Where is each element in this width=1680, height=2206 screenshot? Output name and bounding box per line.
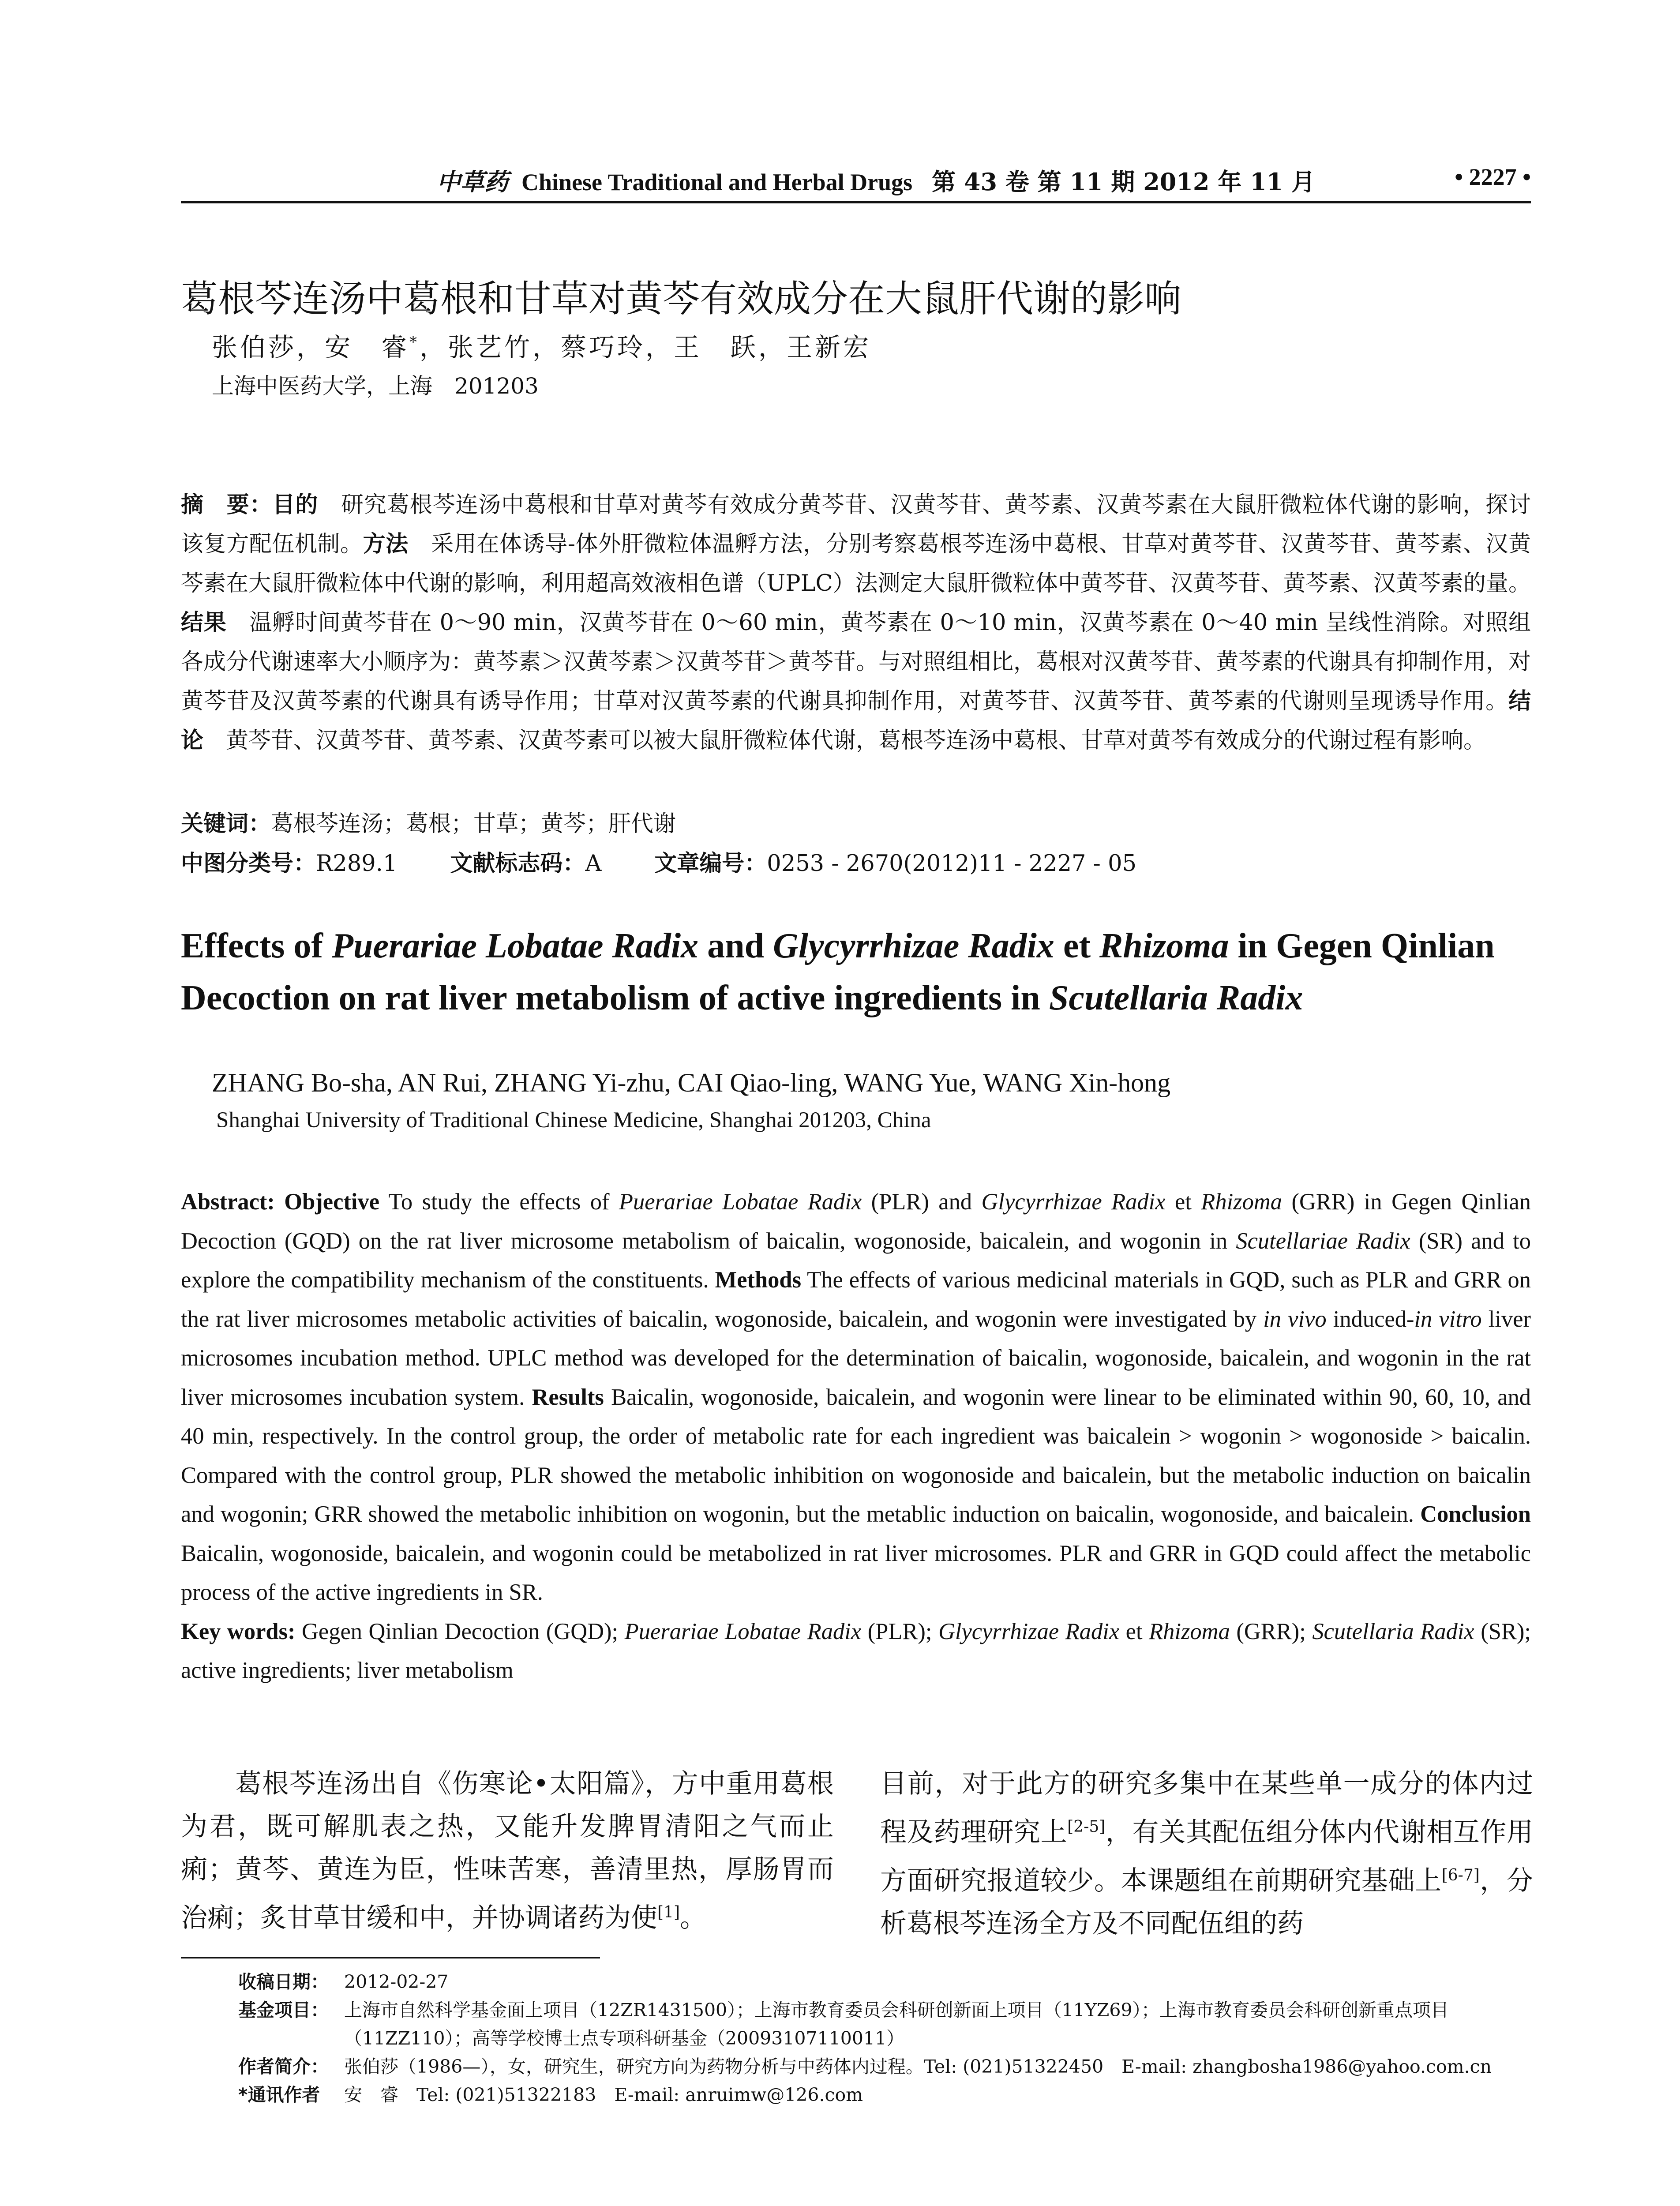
- keywords-en-text: Puerariae Lobatae Radix: [624, 1618, 862, 1644]
- keywords-en-text: Glycyrrhizae Radix: [938, 1618, 1120, 1644]
- footnote-author: [238, 2052, 1531, 2081]
- abstract-en-text: Glycyrrhizae Radix: [981, 1189, 1166, 1215]
- abstract-en-text: (GRR) in Gegen Qinlian Decoction (GQD) on the rat liver microsome metabolism of baicalin, wogonoside, baicalein, and wogonin in: [181, 1189, 1531, 1254]
- article-id-label: 文章编号：: [654, 851, 767, 877]
- methods-label-cn: 方法: [363, 531, 409, 557]
- affiliation-en: Shanghai University of Traditional Chinese Medicine, Shanghai 201203, China: [216, 1108, 931, 1133]
- title-en-part: et: [1054, 927, 1100, 965]
- footnote-corresponding: [238, 2081, 1531, 2109]
- keywords-cn-text: 葛根芩连汤；葛根；甘草；黄芩；肝代谢: [271, 811, 676, 837]
- keywords-en-text: (GRR);: [1230, 1618, 1312, 1644]
- abstract-en-text: Baicalin, wogonoside, baicalein, and wogonin were linear to be eliminated within 90, 60, 10, and 40 min, respectively. In the control group, the order of metabolic rate for each ingredient was baicalein > wogonin > wogonoside > baicalin. Compared with the control group, PLR showed the metabolic inhibition on wogonoside and baicalein, but the metabolic induction on baicalin and wogonin; GRR showed the metabolic inhibition on wogonin, but the metablic induction on baicalin, wogonoside, and baicalein.: [181, 1384, 1531, 1527]
- keywords-en-text: (SR); active ingredients; liver metabolism: [181, 1618, 1531, 1683]
- abstract-cn: [181, 485, 1531, 760]
- title-en-part: Glycyrrhizae Radix: [773, 927, 1054, 965]
- footnote-label: *通讯作者: [238, 2084, 320, 2105]
- keywords-en-text: Gegen Qinlian Decoction (GQD);: [295, 1618, 625, 1644]
- keywords-cn-label: 关键词：: [181, 811, 271, 837]
- keywords-en-text: (PLR);: [861, 1618, 938, 1644]
- title-cn: 葛根芩连汤中葛根和甘草对黄芩有效成分在大鼠肝代谢的影响: [181, 277, 1182, 320]
- abstract-en: [181, 1182, 1531, 1690]
- abstract-en-text: The effects of various medicinal materials in GQD, such as PLR and GRR on the rat liver microsomes metabolic activities of baicalin, wogonoside, baicalein, and wogonin were investigated by: [181, 1267, 1531, 1332]
- abstract-en-text: Baicalin, wogonoside, baicalein, and wogonin could be metabolized in rat liver microsomes. PLR and GRR in GQD could affect the metabolic process of the active ingredients in SR.: [181, 1540, 1531, 1605]
- abstract-en-label: Abstract: Objective: [181, 1189, 380, 1215]
- abstract-en-text: To study the effects of: [379, 1189, 619, 1215]
- abstract-en-text: liver microsomes incubation method. UPLC method was developed for the determination of baicalin, wogonoside, baicalein, and wogonin in the rat liver microsomes incubation system.: [181, 1306, 1531, 1410]
- body-text: 葛根芩连汤出自《伤寒论•太阳篇》，方中重用葛根为君，既可解肌表之热，又能升发脾胃清阳之气而止痢；黄芩、黄连为臣，性味苦寒，善清里热，厚肠胃而治痢；炙甘草甘缓和中，并协调诸药为使: [181, 1768, 834, 1933]
- corresponding-author-mark: *: [409, 333, 420, 351]
- clc-value: R289.1: [316, 851, 398, 877]
- body-text: 目前，对于此方的研究多集中在某些单一成分的体内过程及药理研究上: [880, 1768, 1533, 1848]
- doc-code-value: A: [585, 851, 602, 877]
- abstract-en-text: Puerariae Lobatae Radix: [619, 1189, 862, 1215]
- journal-name-en: Chinese Traditional and Herbal Drugs: [521, 169, 913, 195]
- header-rule: [181, 201, 1531, 203]
- abstract-en-text: induced-: [1326, 1306, 1414, 1332]
- conclusion-label-cn: 结论: [181, 688, 1531, 754]
- abstract-en-text: (PLR) and: [862, 1189, 982, 1215]
- authors-en: ZHANG Bo-sha, AN Rui, ZHANG Yi-zhu, CAI Qiao-ling, WANG Yue, WANG Xin-hong: [212, 1068, 1171, 1097]
- abstract-en-text: in vitro: [1414, 1306, 1482, 1332]
- conclusion-text-cn: 黄芩苷、汉黄芩苷、黄芩素、汉黄芩素可以被大鼠肝微粒体代谢，葛根芩连汤中葛根、甘草对黄芩有效成分的代谢过程有影响。: [203, 728, 1486, 754]
- body-text: 。: [680, 1902, 706, 1933]
- classification-line: [181, 845, 1531, 878]
- abstract-cn-label: 摘 要：: [181, 492, 273, 518]
- abstract-en-text: Rhizoma: [1201, 1189, 1282, 1215]
- footnote-received: [238, 1968, 1531, 1996]
- body-column-left: [181, 1763, 834, 1940]
- title-en-part: and: [698, 927, 773, 965]
- title-en-part: Effects of: [181, 927, 332, 965]
- issue-info: 第 43 卷 第 11 期 2012 年 11 月: [932, 168, 1316, 196]
- footnote-rule: [181, 1957, 600, 1958]
- page-number: • 2227 •: [1455, 164, 1531, 190]
- keywords-en-label: Key words:: [181, 1618, 296, 1644]
- clc-label: 中图分类号：: [181, 851, 316, 877]
- results-label-cn: 结果: [181, 610, 227, 636]
- running-header: [181, 163, 1531, 197]
- footnote-fund: [238, 1996, 1531, 2052]
- keywords-en-text: et: [1119, 1618, 1149, 1644]
- authors-cn: [212, 326, 871, 364]
- body-text: ，有关其配伍组分体内代谢相互作用方面研究报道较少。本课题组在前期研究基础上: [880, 1817, 1534, 1896]
- footnote-text: 张伯莎（1986—），女，研究生，研究方向为药物分析与中药体内过程。Tel: (021)51322450 E-mail: zhangbosha1986@yahoo.com.cn: [344, 2056, 1492, 2077]
- affiliation-cn: 上海中医药大学，上海 201203: [212, 373, 539, 399]
- keywords-en-text: Scutellaria Radix: [1312, 1618, 1474, 1644]
- footnote-label: 基金项目：: [238, 2000, 329, 2021]
- authors-cn-part2: ，张艺竹，蔡巧玲，王 跃，王新宏: [420, 332, 872, 362]
- abstract-en-text: (SR) and to explore the compatibility mechanism of the constituents.: [181, 1228, 1531, 1293]
- objective-text-cn: 研究葛根芩连汤中葛根和甘草对黄芩有效成分黄芩苷、汉黄芩苷、黄芩素、汉黄芩素在大鼠肝微粒体代谢的影响，探讨该复方配伍机制。: [181, 492, 1531, 557]
- footnotes: [238, 1968, 1531, 2109]
- title-en-part: Puerariae Lobatae Radix: [332, 927, 699, 965]
- body-text: ，分析葛根芩连汤全方及不同配伍组的药: [880, 1865, 1534, 1939]
- title-en: [181, 920, 1531, 1024]
- article-id-value: 0253 - 2670(2012)11 - 2227 - 05: [767, 851, 1137, 877]
- abstract-en-text: et: [1165, 1189, 1201, 1215]
- methods-text-cn: 采用在体诱导-体外肝微粒体温孵方法，分别考察葛根芩连汤中葛根、甘草对黄芩苷、汉黄芩苷、黄芩素、汉黄芩素在大鼠肝微粒体中代谢的影响，利用超高效液相色谱（UPLC）法测定大鼠肝微粒体中黄芩苷、汉黄芩苷、黄芩素、汉黄芩素的量。: [181, 531, 1531, 597]
- footnote-text: 上海市自然科学基金面上项目（12ZR1431500）；上海市教育委员会科研创新面上项目（11YZ69）；上海市教育委员会科研创新重点项目（11ZZ110）；高等学校博士点专项科研基金（20093107110011）: [344, 2000, 1449, 2049]
- body-column-right: [880, 1763, 1533, 1945]
- citation-ref[interactable]: [2-5]: [1067, 1818, 1106, 1836]
- methods-label-en: Methods: [715, 1267, 802, 1293]
- results-text-cn: 温孵时间黄芩苷在 0～90 min，汉黄芩苷在 0～60 min，黄芩素在 0～10 min，汉黄芩素在 0～40 min 呈线性消除。对照组各成分代谢速率大小顺序为：黄芩素＞汉黄芩素＞汉黄芩苷＞黄芩苷。与对照组相比，葛根对汉黄芩苷、黄芩素的代谢具有抑制作用，对黄芩苷及汉黄芩素的代谢具有诱导作用；甘草对汉黄芩素的代谢具抑制作用，对黄芩苷、汉黄芩苷、黄芩素的代谢则呈现诱导作用。: [181, 610, 1531, 714]
- results-label-en: Results: [532, 1384, 604, 1410]
- title-en-part: in Gegen Qinlian Decoction on rat liver metabolism of active ingredients in: [181, 927, 1495, 1017]
- abstract-en-text: Scutellariae Radix: [1236, 1228, 1410, 1254]
- title-en-part: Scutellaria Radix: [1049, 979, 1303, 1017]
- footnote-label: 收稿日期：: [238, 1971, 329, 1992]
- objective-label-cn: 目的: [272, 492, 319, 518]
- journal-name-cn: 中草药: [437, 168, 508, 196]
- footnote-label: 作者简介：: [238, 2056, 329, 2077]
- keywords-cn: [181, 805, 1531, 838]
- footnote-text: 2012-02-27: [344, 1971, 449, 1992]
- doc-code-label: 文献标志码：: [450, 851, 585, 877]
- citation-ref[interactable]: [6-7]: [1441, 1866, 1480, 1884]
- conclusion-label-en: Conclusion: [1420, 1501, 1531, 1527]
- abstract-en-text: in vivo: [1263, 1306, 1327, 1332]
- title-en-part: Rhizoma: [1099, 927, 1229, 965]
- authors-cn-part1: 张伯莎，安 睿: [212, 332, 410, 362]
- citation-ref[interactable]: [1]: [657, 1903, 680, 1921]
- footnote-text: 安 睿 Tel: (021)51322183 E-mail: anruimw@126.com: [344, 2084, 863, 2105]
- keywords-en-text: Rhizoma: [1149, 1618, 1230, 1644]
